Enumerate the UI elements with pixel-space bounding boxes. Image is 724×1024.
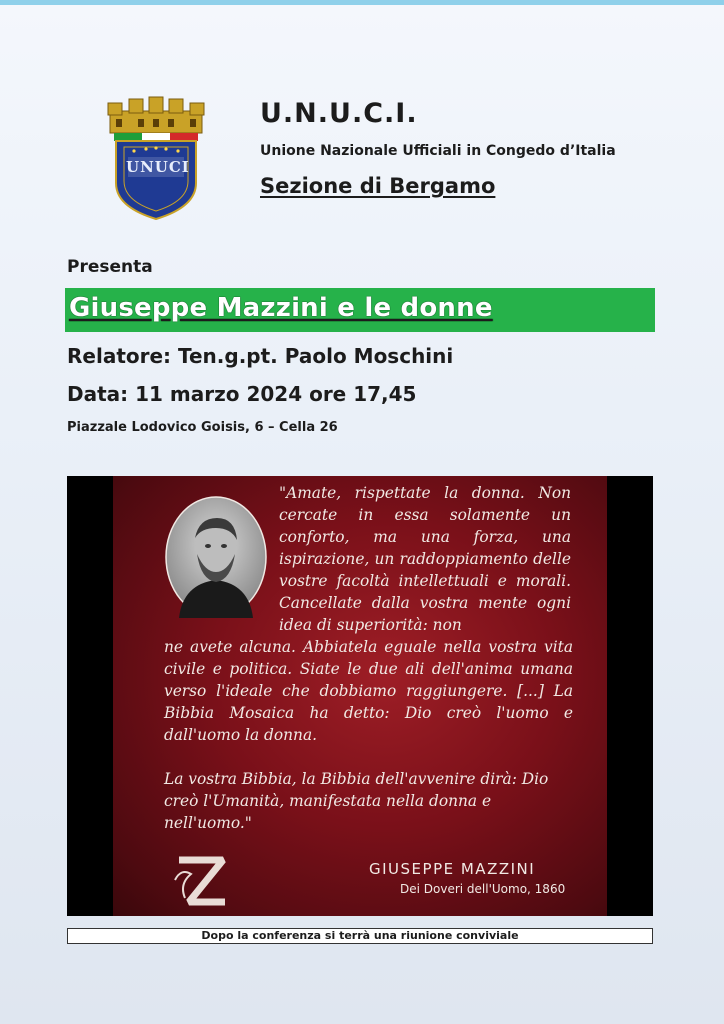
event-title: Giuseppe Mazzini e le donne: [69, 293, 493, 323]
address-line: Piazzale Lodovico Goisis, 6 – Cella 26: [67, 420, 338, 435]
z-monogram-icon: [171, 854, 231, 910]
org-abbreviation: U.N.U.C.I.: [260, 98, 418, 129]
quote-image-panel: [67, 476, 653, 916]
event-title-bar: [65, 288, 655, 332]
presents-label: Presenta: [67, 257, 153, 277]
quote-text-part2: ne avete alcuna. Abbiatela eguale nella vostra vita civile e politica. Siate le due ali dell'anima umana verso l'ideale che dobbiamo raggiungere. [...] La Bibbia Mosaica ha detto: Dio creò l'uomo e dall'uomo la donna.: [164, 638, 573, 744]
logo-text: UNUCI: [126, 158, 190, 176]
section-name: Sezione di Bergamo: [260, 174, 496, 198]
quote-text-part3: La vostra Bibbia, la Bibbia dell'avvenire dirà: Dio creò l'Umanità, manifestata nella donna e nell'uomo.": [164, 770, 549, 832]
mazzini-portrait-icon: [165, 496, 267, 618]
quote-author: GIUSEPPE MAZZINI: [369, 860, 536, 878]
quote-text-part1: "Amate, rispettate la donna. Non cercate in essa solamente un conforto, ma una forza, una ispirazione, un raddoppiamento delle vostre facoltà intellettuali e morali. Cancellate dalla vostra mente ogni idea di superiorità: non: [279, 484, 571, 634]
date-line: Data: 11 marzo 2024 ore 17,45: [67, 382, 417, 406]
speaker-line: Relatore: Ten.g.pt. Paolo Moschini: [67, 344, 454, 368]
top-accent-bar: [0, 0, 724, 5]
footer-note: Dopo la conferenza si terrà una riunione conviviale: [67, 928, 653, 944]
org-full-name: Unione Nazionale Ufficiali in Congedo d’Italia: [260, 143, 616, 159]
quote-source: Dei Doveri dell'Uomo, 1860: [400, 882, 566, 896]
